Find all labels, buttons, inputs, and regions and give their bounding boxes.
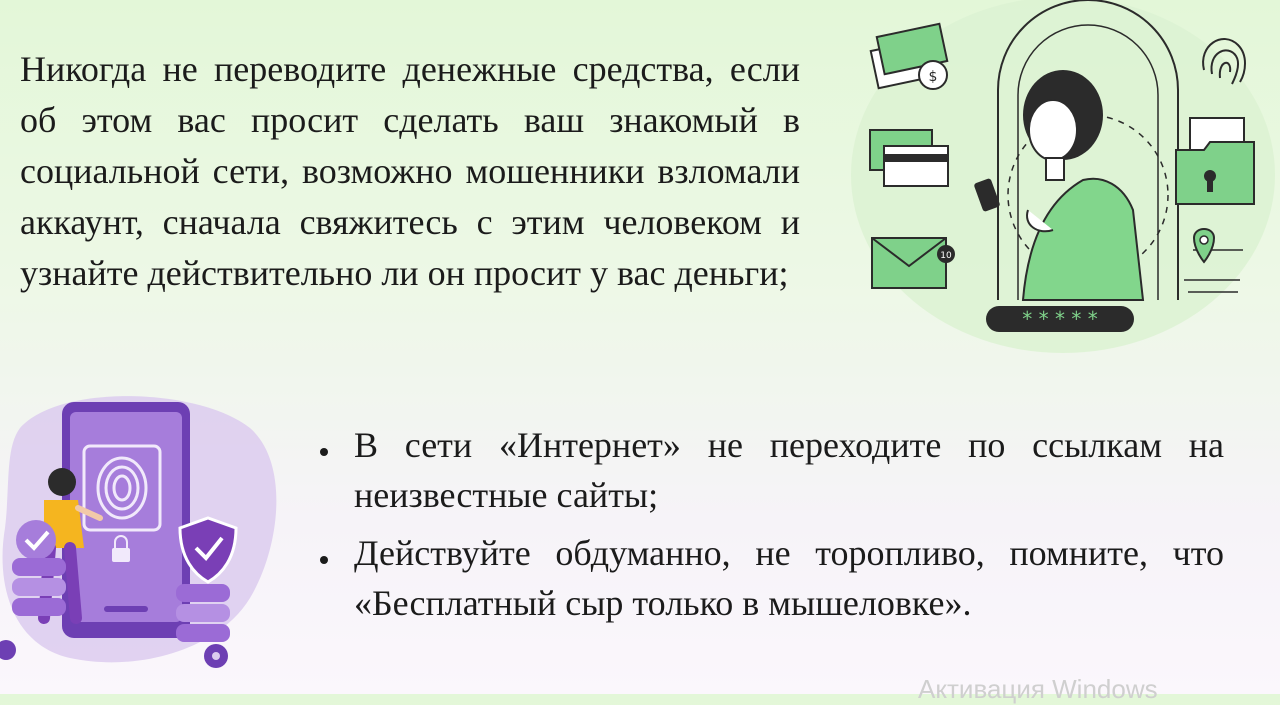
bullet-dot [320,556,328,564]
bullet-dot [320,448,328,456]
shield-check-icon [16,520,56,560]
email-icon [872,238,955,288]
smartphone-icon [62,402,190,638]
gear-icon [0,640,16,660]
security-illustration [848,0,1280,360]
password-mask: * * * * * [1022,307,1098,331]
svg-text:10: 10 [940,251,952,261]
bullet-list [316,420,1224,636]
phone-fingerprint-illustration [0,388,280,678]
bullet-text: В сети «Интернет» не переходите по ссылкам на неизвестные сайты; [354,425,1224,515]
bullet-item [316,528,1224,628]
windows-activation-watermark: Активация Windows [918,674,1158,704]
server-stack-icon [176,584,230,642]
money-icon [871,24,948,89]
svg-text:$: $ [928,69,938,85]
main-paragraph: Никогда не переводите денежные средства, если об этом вас просит сделать ваш знакомый в социальной сети, возможно мошенники взломали аккаунт, сначала свяжитесь с этим человеком и узнайте действительно ли он просит у вас деньги; [20,49,800,293]
server-stack-icon [12,558,66,616]
bullet-text: Действуйте обдуманно, не торопливо, помните, что «Бесплатный сыр только в мышеловке». [354,533,1224,623]
bullet-item [316,420,1224,520]
